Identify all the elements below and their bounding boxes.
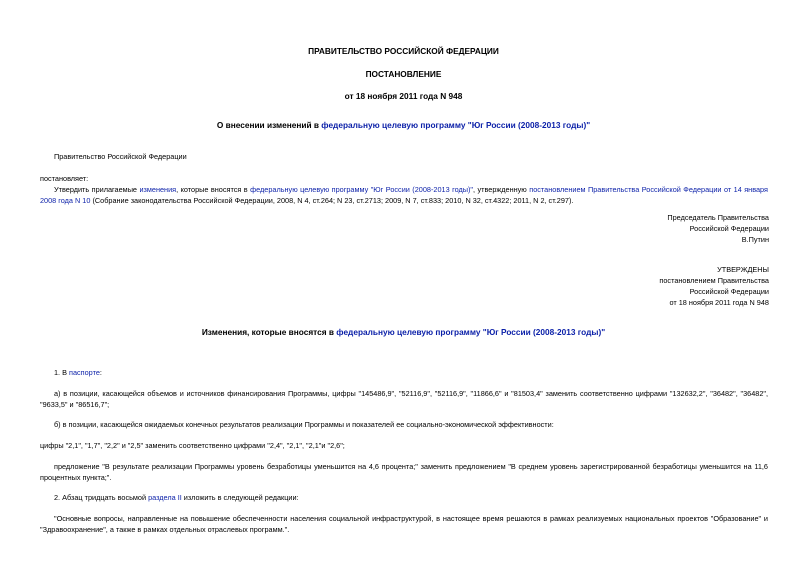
changes-link[interactable]: изменения <box>139 185 177 194</box>
approved-block <box>659 264 769 308</box>
program-link[interactable]: федеральную целевую программу "Юг России (2008-2013 годы)" <box>250 185 474 194</box>
issuer-text: Правительство Российской Федерации <box>54 152 187 161</box>
program-link-title[interactable]: федеральную целевую программу "Юг России (2008-2013 годы)" <box>321 120 591 130</box>
document-title <box>0 120 807 131</box>
approved-line-3: Российской Федерации <box>689 287 769 296</box>
date-number-heading: от 18 ноября 2011 года N 948 <box>344 91 463 101</box>
quote-text: "Основные вопросы, направленные на повышение обеспеченности населения социальной инфраструктурой, в настоящее время решаются в рамках реализуемых национальных проектов "Образование" и "Здравоохранение", а также в рамках отдельных отраслевых программ.". <box>40 514 768 534</box>
signature-line-1: Председатель Правительства <box>667 213 769 222</box>
government-heading: ПРАВИТЕЛЬСТВО РОССИЙСКОЙ ФЕДЕРАЦИИ <box>308 46 499 56</box>
approve-text-1: Утвердить прилагаемые <box>54 185 140 194</box>
approve-text-4: (Собрание законодательства Российской Федерации, 2008, N 4, ст.264; N 23, ст.2713; 2009, N 7, ст.833; 2010, N 32, ст.4322; 2011, N 2, ст.297). <box>90 196 574 205</box>
item-a <box>40 388 768 410</box>
approve-text-3: , утвержденную <box>473 185 530 194</box>
item-1-suffix: : <box>99 368 102 377</box>
digits-text: цифры "2,1", "1,7", "2,2" и "2,5" заменить соответственно цифрами "2,4", "2,1", "2,1"и "2,6"; <box>40 441 345 450</box>
section-2-link[interactable]: раздела II <box>148 493 182 502</box>
item-1 <box>40 367 768 378</box>
approve-paragraph <box>40 184 768 206</box>
program-link-changes[interactable]: федеральную целевую программу "Юг России (2008-2013 годы)" <box>336 327 606 337</box>
approve-text-2: , которые вносятся в <box>176 185 251 194</box>
item-2-prefix: 2. Абзац тридцать восьмой <box>54 493 149 502</box>
decides-text: постановляет: <box>40 174 89 183</box>
issuer-line <box>40 151 768 162</box>
resolution-link[interactable]: постановлением Правительства Российской Федерации от 14 января 2008 года N 10 <box>40 185 768 205</box>
changes-title-prefix: Изменения, которые вносятся в <box>201 327 337 337</box>
digits-paragraph <box>40 440 768 451</box>
item-b-text: б) в позиции, касающейся ожидаемых конечных результатов реализации Программы и показателей ее социально-экономической эффективности: <box>54 420 554 429</box>
sentence-paragraph <box>40 461 768 483</box>
approved-line-4: от 18 ноября 2011 года N 948 <box>669 298 769 307</box>
item-a-text: а) в позиции, касающейся объемов и источников финансирования Программы, цифры "145486,9", "52116,9", "52116,9", "11866,6" и "81503,4" заменить соответственно цифрами "132632,2", "36482", "36482", "9633,5" и "86516,7"; <box>40 389 768 409</box>
approved-line-2: постановлением Правительства <box>659 276 769 285</box>
item-1-text <box>40 367 768 378</box>
doc-type-heading: ПОСТАНОВЛЕНИЕ <box>365 69 442 79</box>
signature-block <box>667 212 769 245</box>
signature-line-3: В.Путин <box>741 235 769 244</box>
item-2 <box>40 492 768 503</box>
approved-line-1: УТВЕРЖДЕНЫ <box>717 265 769 274</box>
changes-title <box>0 327 807 338</box>
item-2-suffix: изложить в следующей редакции: <box>181 493 299 502</box>
item-2-text <box>40 492 768 503</box>
signature-line-2: Российской Федерации <box>689 224 769 233</box>
item-b <box>40 419 768 430</box>
title-prefix: О внесении изменений в <box>216 120 322 130</box>
item-1-prefix: 1. В <box>54 368 70 377</box>
decision-block <box>40 173 768 206</box>
quote-paragraph <box>40 513 768 535</box>
sentence-text: предложение "В результате реализации Программы уровень безработицы уменьшится на 4,6 процента;" заменить предложением "В среднем уровень зарегистрированной безработицы уменьшится на 11,6 процентных пункта;". <box>40 462 768 482</box>
passport-link[interactable]: паспорте <box>69 368 100 377</box>
